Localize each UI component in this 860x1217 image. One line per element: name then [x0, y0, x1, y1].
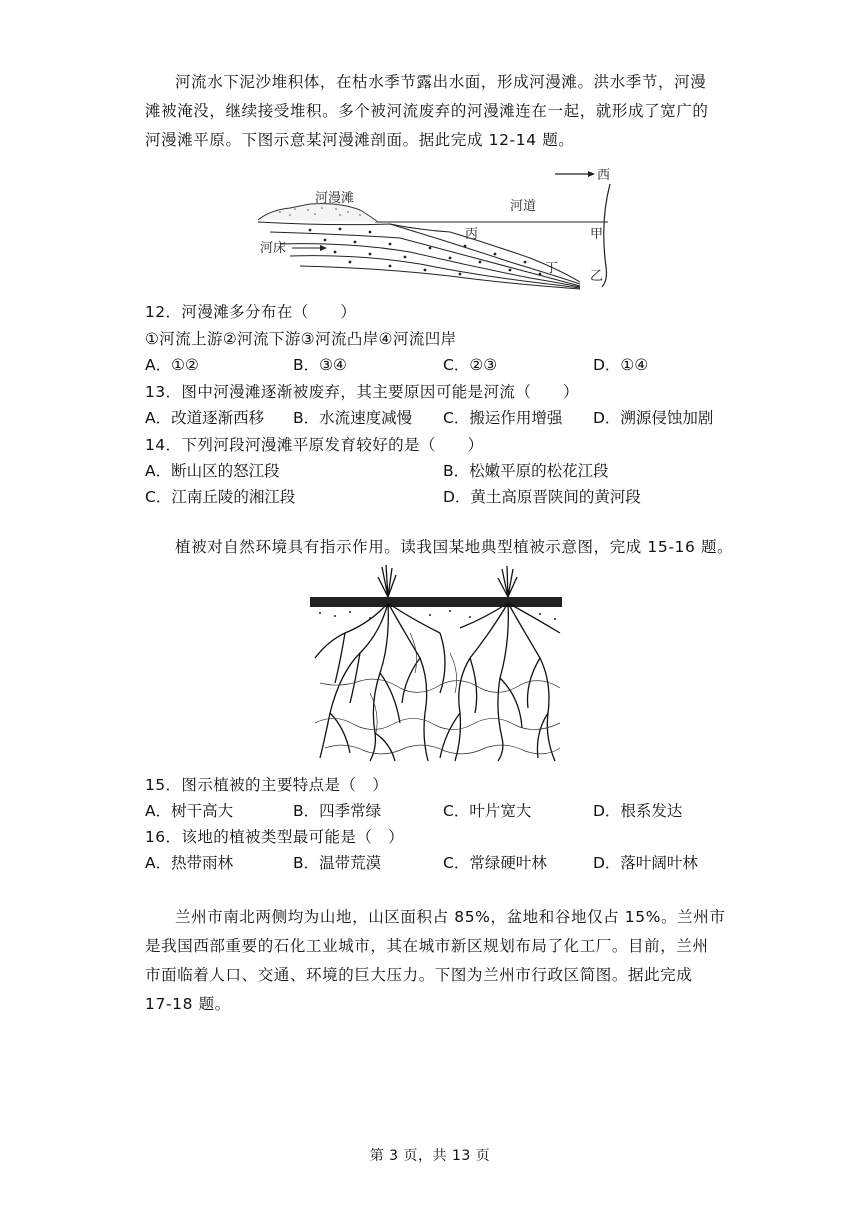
question-14-options-row2 [145, 484, 745, 510]
option-d[interactable]: D．溯源侵蚀加剧 [593, 409, 714, 427]
question-16-stem: 16．该地的植被类型最可能是（ ） [145, 828, 405, 846]
option-a[interactable]: A．①② [145, 356, 199, 374]
option-a[interactable]: A．热带雨林 [145, 854, 234, 872]
option-c[interactable]: C．江南丘陵的湘江段 [145, 488, 296, 506]
label-channel: 河道 [510, 199, 537, 214]
option-b[interactable]: B．水流速度减慢 [293, 409, 413, 427]
question-14-stem: 14．下列河段河漫滩平原发育较好的是（ ） [145, 436, 484, 454]
question-15-stem: 15．图示植被的主要特点是（ ） [145, 776, 389, 794]
passage-line: 植被对自然环境具有指示作用。读我国某地典型植被示意图，完成 15-16 题。 [175, 538, 734, 556]
floodplain-profile-figure [250, 162, 620, 290]
vegetation-root-figure [310, 563, 562, 763]
label-jia: 甲 [590, 227, 604, 242]
option-b[interactable]: B．四季常绿 [293, 802, 382, 820]
option-b[interactable]: B．松嫩平原的松花江段 [443, 462, 609, 480]
option-a[interactable]: A．断山区的怒江段 [145, 462, 280, 480]
option-c[interactable]: C．常绿硬叶林 [443, 854, 547, 872]
option-d[interactable]: D．落叶阔叶林 [593, 854, 698, 872]
question-12-stem: 12．河漫滩多分布在（ ） [145, 303, 357, 321]
question-14-options-row1 [145, 458, 745, 484]
question-12-options [145, 352, 745, 378]
option-c[interactable]: C．搬运作用增强 [443, 409, 563, 427]
label-bing: 丙 [465, 227, 479, 242]
riverbed-arrow-icon [320, 245, 327, 251]
passage-line: 17-18 题。 [145, 995, 231, 1013]
passage-line: 河漫滩平原。下图示意某河漫滩剖面。据此完成 12-14 题。 [145, 131, 575, 149]
label-west: 西 [597, 168, 611, 183]
passage-line: 兰州市南北两侧均为山地，山区面积占 85%，盆地和谷地仅占 15%。兰州市 [175, 908, 726, 926]
passage-line: 河流水下泥沙堆积体，在枯水季节露出水面，形成河漫滩。洪水季节，河漫 [175, 73, 707, 91]
passage-line: 是我国西部重要的石化工业城市，其在城市新区规划布局了化工厂。目前，兰州 [145, 937, 709, 955]
option-b[interactable]: B．③④ [293, 356, 347, 374]
label-ding: 丁 [545, 261, 559, 276]
question-13-options [145, 405, 745, 431]
passage-lanzhou [145, 903, 730, 1019]
question-15-options [145, 798, 745, 824]
question-12-sub: ①河流上游②河流下游③河流凸岸④河流凹岸 [145, 330, 457, 348]
option-a[interactable]: A．改道逐渐西移 [145, 409, 265, 427]
label-yi: 乙 [590, 269, 604, 284]
question-13-stem: 13．图中河漫滩逐渐被废弃，其主要原因可能是河流（ ） [145, 383, 579, 401]
page-number-footer: 第 3 页，共 13 页 [369, 1148, 491, 1164]
label-floodplain: 河漫滩 [315, 191, 355, 206]
option-d[interactable]: D．黄土高原晋陕间的黄河段 [443, 488, 641, 506]
option-c[interactable]: C．叶片宽大 [443, 802, 532, 820]
option-d[interactable]: D．根系发达 [593, 802, 683, 820]
passage-vegetation [145, 533, 765, 562]
passage-line: 市面临着人口、交通、环境的巨大压力。下图为兰州市行政区简图。据此完成 [145, 966, 693, 984]
option-a[interactable]: A．树干高大 [145, 802, 234, 820]
option-b[interactable]: B．温带荒漠 [293, 854, 382, 872]
option-c[interactable]: C．②③ [443, 356, 498, 374]
passage-line: 滩被淹没，继续接受堆积。多个被河流废弃的河漫滩连在一起，就形成了宽广的 [145, 102, 709, 120]
question-16-options [145, 850, 745, 876]
option-d[interactable]: D．①④ [593, 356, 649, 374]
passage-floodplain [145, 68, 730, 155]
label-riverbed: 河床 [260, 241, 287, 256]
